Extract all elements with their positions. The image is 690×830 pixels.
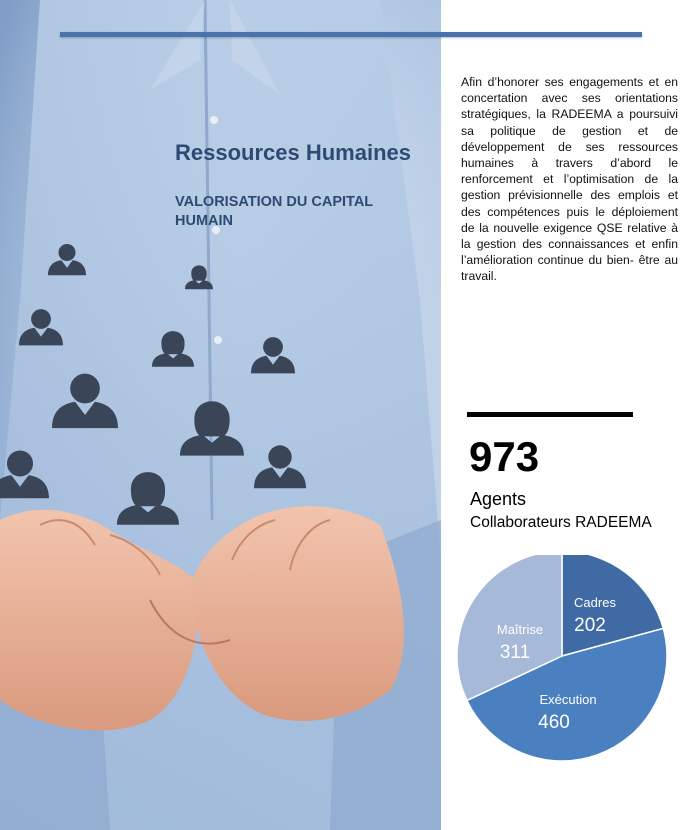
pie-value-label: 460 <box>538 712 570 733</box>
top-divider <box>60 32 642 37</box>
pie-label: Cadres <box>574 595 616 610</box>
kpi-caption: Collaborateurs RADEEMA <box>470 514 652 531</box>
kpi-divider <box>467 412 633 417</box>
kpi-value: 973 <box>469 433 540 480</box>
intro-paragraph: Afin d’honorer ses engagements et en concertation avec ses orientations stratégiques, la RADEEMA a poursuivi sa politique de gestion et de développement de ses ressources humaines à travers d’abord le renforcement et l’optimisation de la gestion prévisionnelle des emplois et des compétences puis le déploiement de la nouvelle exigence QSE relative à la gestion des connaissances et enfin l’amélioration continue du bien- être au travail. <box>461 75 678 284</box>
pie-label: Maîtrise <box>496 622 544 637</box>
pie-value-label: 202 <box>574 615 606 636</box>
page-title: Ressources Humaines <box>175 140 411 165</box>
kpi-label: Agents <box>470 489 527 509</box>
section-subtitle: VALORISATION DU CAPITAL HUMAIN <box>175 194 373 229</box>
pie-label: Exécution <box>539 692 597 707</box>
pie-value-label: 311 <box>499 642 531 663</box>
staff-pie-chart <box>450 555 680 765</box>
